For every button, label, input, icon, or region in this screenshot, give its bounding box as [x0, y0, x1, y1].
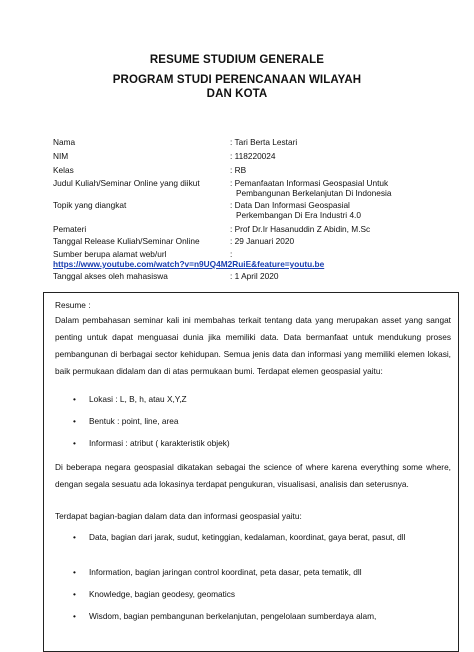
- bullet-icon: •: [73, 438, 76, 448]
- resume-heading: Resume :: [55, 300, 91, 310]
- program-title: PROGRAM STUDI PERENCANAAN WILAYAH: [112, 74, 362, 86]
- youtube-link[interactable]: https://www.youtube.com/watch?v=n9UQ4M2RuiE&feature=youtu.be: [53, 259, 325, 269]
- bullet-icon: •: [73, 394, 76, 404]
- judul-label: Judul Kuliah/Seminar Online yang diikut: [53, 178, 200, 188]
- akses-label: Tanggal akses oleh mahasiswa: [53, 271, 168, 281]
- topik-value: [230, 200, 445, 221]
- bullet-icon: •: [73, 532, 76, 542]
- nama-value: : Tari Berta Lestari: [230, 137, 298, 147]
- resume-paragraph-1: Dalam pembahasan seminar kali ini membahas terkait tentang data yang merupakan asset yang sangat penting untuk dapat menguasai dunia jika memiliki data. Data bermanfaat untuk mendukung proses pembangunan di berbagai sector kehidupan. Semua jenis data dan informasi yang memiliki elemen lokasi, baik permukaan didalam dan di atas permukaan bumi. Terdapat elemen geospasial yaitu:: [55, 315, 451, 376]
- topik-label: Topik yang diangkat: [53, 200, 127, 210]
- sumber-colon: :: [230, 249, 233, 259]
- bullet-icon: •: [73, 589, 76, 599]
- list-item-text: Informasi : atribut ( karakteristik objek): [89, 438, 230, 448]
- nim-label: NIM: [53, 151, 69, 161]
- resume-paragraph-2: Di beberapa negara geospasial dikatakan sebagai the science of where karena everything some where, dengan segala sesuatu ada lokasinya terdapat pengukuran, visualisasi, analisis dan seterusnya.: [55, 462, 451, 489]
- judul-value-line1: : Pemanfaatan Informasi Geospasial Untuk: [230, 178, 389, 188]
- kelas-value: : RB: [230, 165, 247, 175]
- bullet-icon: •: [73, 416, 76, 426]
- topik-value-line2: Perkembangan Di Era Industri 4.0: [236, 210, 361, 221]
- tanggal-release-label: Tanggal Release Kuliah/Seminar Online: [53, 236, 200, 246]
- topik-value-line1: : Data Dan Informasi Geospasial: [230, 200, 350, 210]
- list-item-text: Bentuk : point, line, area: [89, 416, 179, 426]
- nim-value: : 118220024: [230, 151, 276, 161]
- judul-value: [230, 178, 445, 199]
- bullet-icon: •: [73, 611, 76, 621]
- judul-value-line2: Pembangunan Berkelanjutan Di Indonesia: [236, 188, 392, 199]
- list-item-text: Knowledge, bagian geodesy, geomatics: [89, 589, 236, 599]
- resume-paragraph-3: Terdapat bagian-bagian dalam data dan informasi geospasial yaitu:: [55, 511, 302, 521]
- list-item-text: Wisdom, bagian pembangunan berkelanjutan, pengelolaan sumberdaya alam,: [89, 611, 377, 621]
- list-item-text: Data, bagian dari jarak, sudut, ketinggian, kedalaman, koordinat, gaya berat, pasut, dll: [89, 532, 406, 542]
- document-title: RESUME STUDIUM GENERALE: [149, 54, 325, 66]
- kelas-label: Kelas: [53, 165, 74, 175]
- list-item-text: Lokasi : L, B, h, atau X,Y,Z: [89, 394, 187, 404]
- tanggal-release-value: : 29 Januari 2020: [230, 236, 295, 246]
- pemateri-label: Pemateri: [53, 224, 87, 234]
- nama-label: Nama: [53, 137, 76, 147]
- sumber-label: Sumber berupa alamat web/url: [53, 249, 167, 259]
- program-title-line2: DAN KOTA: [206, 88, 268, 100]
- list-item-text: Information, bagian jaringan control koordinat, peta dasar, peta tematik, dll: [89, 567, 362, 577]
- akses-value: : 1 April 2020: [230, 271, 279, 281]
- bullet-icon: •: [73, 567, 76, 577]
- pemateri-value: : Prof Dr.Ir Hasanuddin Z Abidin, M.Sc: [230, 224, 371, 234]
